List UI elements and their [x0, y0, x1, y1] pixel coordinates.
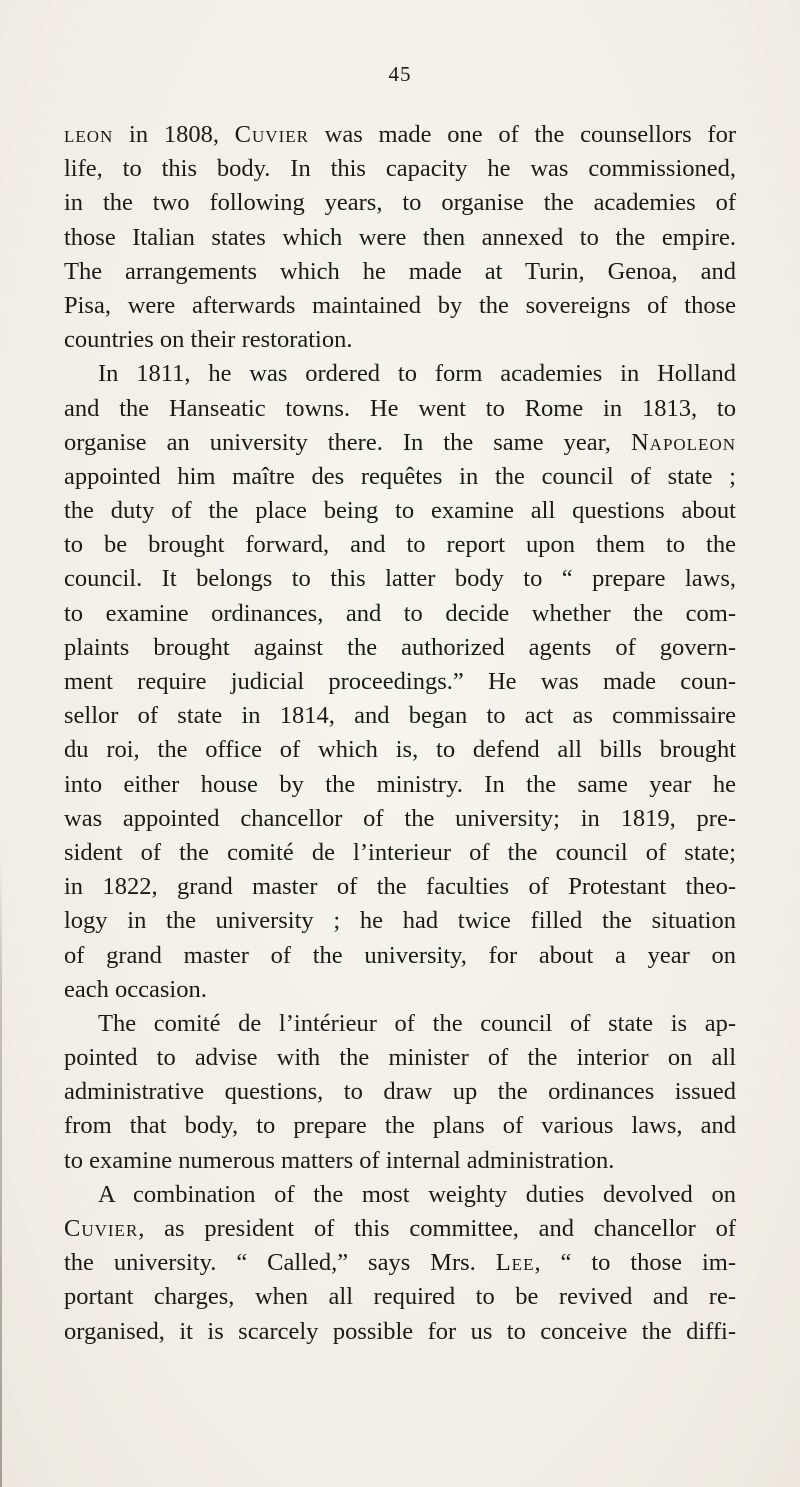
text-segment: of grand master of the university, for about a year on — [64, 941, 736, 969]
text-line — [64, 1075, 736, 1109]
small-caps-name: Lee — [495, 1249, 535, 1277]
text-segment: was made one of the counsellors for — [308, 121, 737, 148]
text-segment: , “ to those im- — [534, 1249, 737, 1277]
text-line — [64, 186, 736, 220]
text-line — [64, 802, 736, 836]
text-segment: in 1822, grand master of the faculties of Protestant theo- — [64, 873, 736, 901]
text-line — [64, 939, 736, 973]
text-line — [64, 1212, 736, 1246]
text-line — [64, 870, 736, 904]
text-segment: the university. “ Called,” says Mrs. — [64, 1249, 496, 1277]
text-segment: plaints brought against the authorized agents of govern- — [64, 633, 736, 661]
text-segment: organised, it is scarcely possible for us to conceive the diffi- — [64, 1317, 736, 1345]
text-segment: from that body, to prepare the plans of various laws, and — [64, 1112, 736, 1140]
text-line — [64, 1144, 736, 1178]
text-line — [64, 357, 736, 391]
text-segment: those Italian states which were then annexed to the empire. — [64, 223, 736, 251]
text-line — [64, 1280, 736, 1314]
text-segment: In 1811, he was ordered to form academies in Holland — [98, 360, 736, 388]
text-segment: the duty of the place being to examine all questions about — [64, 497, 736, 525]
text-line — [64, 1315, 736, 1349]
text-line — [64, 1007, 736, 1041]
text-segment: council. It belongs to this latter body to “ prepare laws, — [64, 565, 736, 593]
text-segment: in the two following years, to organise the academies of — [64, 189, 736, 217]
small-caps-name: leon — [64, 121, 114, 148]
text-segment: logy in the university ; he had twice filled the situation — [64, 907, 736, 935]
page-number: 45 — [388, 62, 412, 86]
text-segment: sident of the comité de l’interieur of the council of state; — [64, 838, 736, 866]
text-segment: to be brought forward, and to report upon them to the — [64, 531, 736, 559]
text-segment: The arrangements which he made at Turin, Genoa, and — [64, 257, 736, 285]
text-line — [64, 1109, 736, 1143]
text-line — [64, 699, 736, 733]
text-segment: each occasion. — [64, 975, 207, 1003]
text-line — [64, 733, 736, 767]
body-text — [64, 118, 736, 1349]
text-line — [64, 426, 736, 460]
text-line — [64, 118, 736, 152]
text-segment: organise an university there. In the same year, — [64, 428, 631, 456]
text-line — [64, 221, 736, 255]
small-caps-name: Napoleon — [630, 428, 736, 456]
text-segment: was appointed chancellor of the university; in 1819, pre- — [64, 804, 736, 832]
text-segment: life, to this body. In this capacity he was commissioned, — [64, 155, 736, 183]
text-line — [64, 1178, 736, 1212]
text-segment: appointed him maître des requêtes in the council of state ; — [64, 462, 736, 490]
text-line — [64, 665, 736, 699]
text-line — [64, 836, 736, 870]
text-line — [64, 152, 736, 186]
text-line — [64, 973, 736, 1007]
text-line — [64, 460, 736, 494]
text-segment: A combination of the most weighty duties devolved on — [98, 1180, 736, 1208]
text-line — [64, 255, 736, 289]
text-segment: ment require judicial proceedings.” He was made coun- — [64, 668, 736, 695]
text-segment: The comité de l’intérieur of the council of state is ap- — [98, 1009, 736, 1037]
text-line — [64, 904, 736, 938]
small-caps-name: Cuvier — [234, 121, 309, 148]
text-segment: portant charges, when all required to be revived and re- — [64, 1283, 736, 1311]
text-line — [64, 562, 736, 596]
text-segment: to examine numerous matters of internal administration. — [64, 1146, 615, 1174]
small-caps-name: Cuvier — [64, 1215, 139, 1242]
text-line — [64, 528, 736, 562]
text-line — [64, 1246, 736, 1280]
text-segment: and the Hanseatic towns. He went to Rome in 1813, to — [64, 394, 736, 422]
text-segment: du roi, the office of which is, to defend all bills brought — [64, 736, 736, 764]
text-segment: in 1808, — [113, 121, 235, 148]
text-segment: administrative questions, to draw up the ordinances issued — [64, 1078, 736, 1106]
text-line — [64, 768, 736, 802]
text-segment: countries on their restoration. — [64, 326, 353, 354]
text-line — [64, 631, 736, 665]
text-line — [64, 392, 736, 426]
page-edge-shadow — [0, 860, 2, 1487]
text-line — [64, 597, 736, 631]
text-segment: to examine ordinances, and to decide whether the com- — [64, 599, 736, 627]
text-line — [64, 1041, 736, 1075]
text-line — [64, 494, 736, 528]
text-segment: pointed to advise with the minister of the interior on all — [64, 1044, 736, 1072]
text-line — [64, 289, 736, 323]
text-segment: Pisa, were afterwards maintained by the sovereigns of those — [64, 291, 736, 319]
text-segment: into either house by the ministry. In the same year he — [64, 770, 736, 798]
text-line — [64, 323, 736, 357]
text-segment: sellor of state in 1814, and began to act as commissaire — [64, 702, 736, 730]
text-segment: , as president of this committee, and chancellor of — [138, 1215, 736, 1242]
